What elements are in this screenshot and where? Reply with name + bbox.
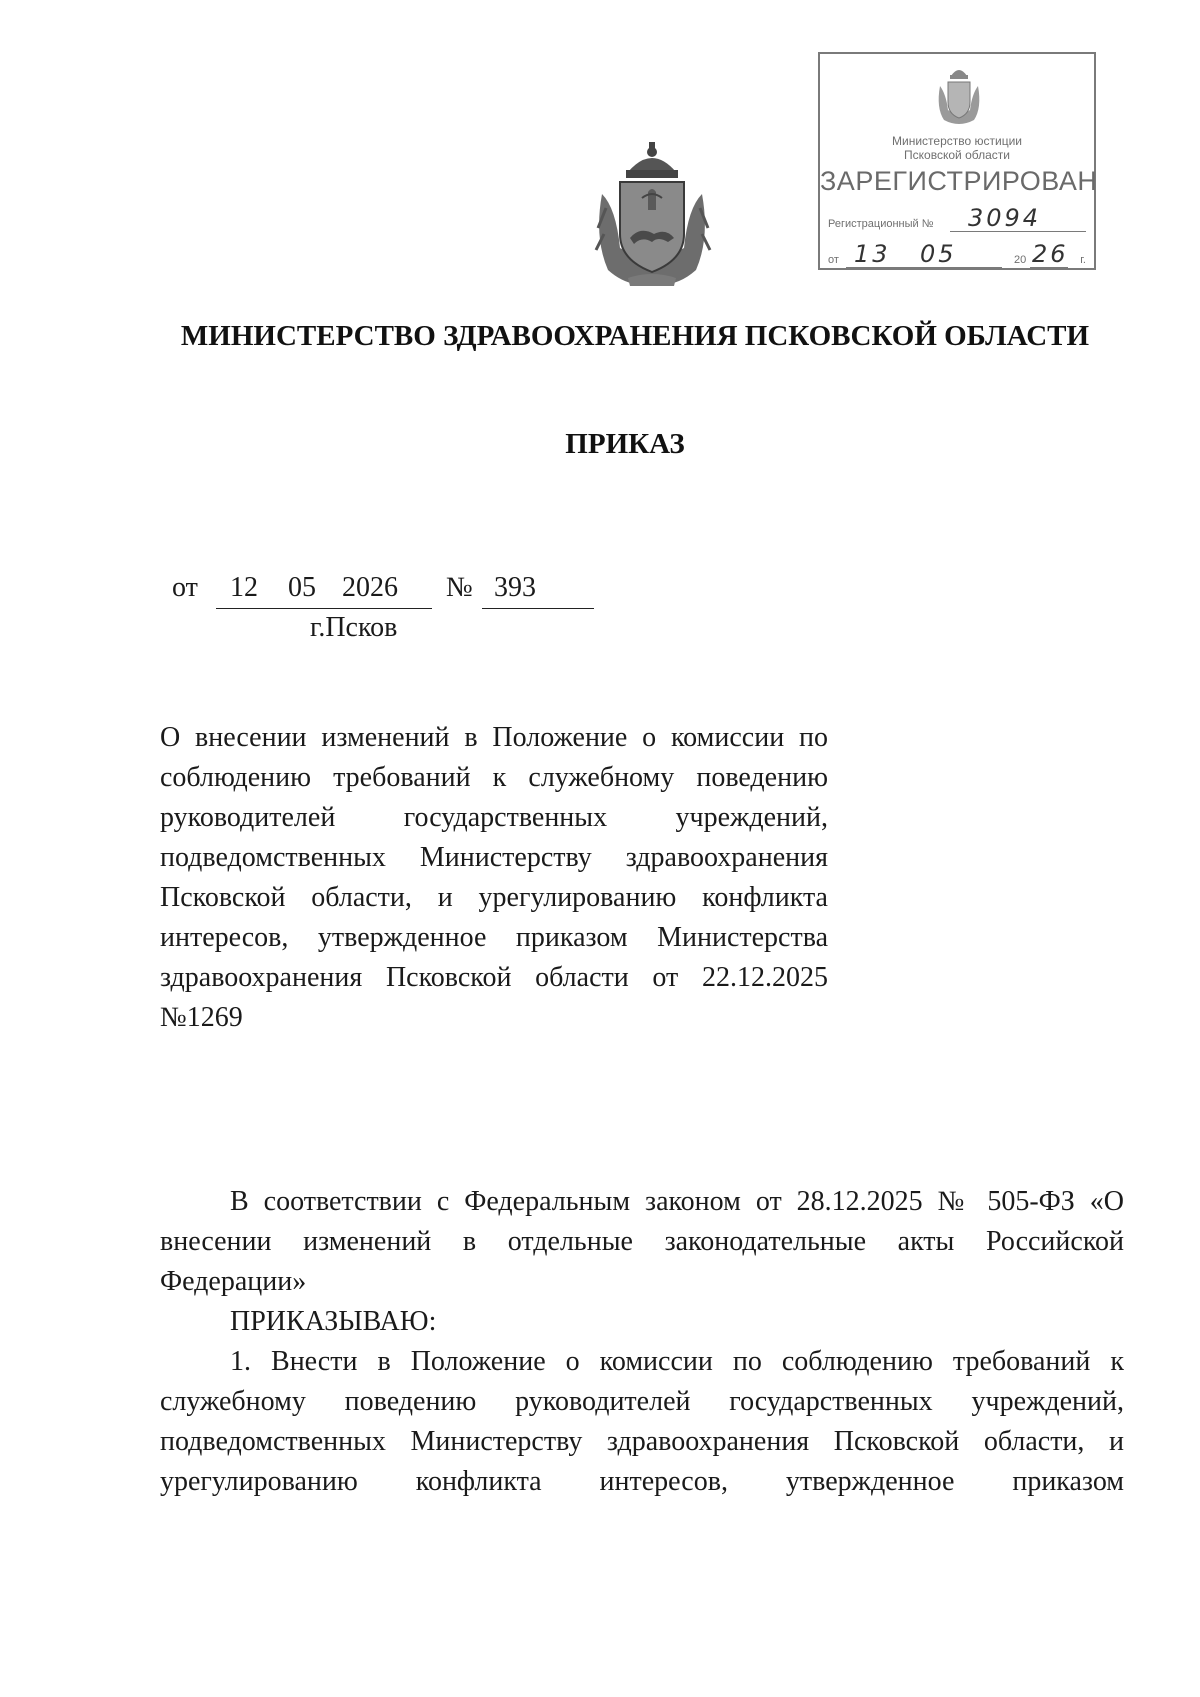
order-subject: О внесении изменений в Положение о комиссии по соблюдению требований к служебному поведению руководителей государственных учреждений, подведомственных Министерству здравоохранения Псковской области, и урегулированию конфликта интересов, утвержденное приказом Министерства здравоохранения Псковской области от 22.12.2025 №1269 [160,722,828,1033]
body-order-word: ПРИКАЗЫВАЮ: [230,1306,437,1337]
order-year: 2026 [342,572,398,603]
body-item-1: 1. Внести в Положение о комиссии по соблюдению требований к служебному поведению руководителей государственных учреждений, подведомственных Министерству здравоохранения Псковской области, и урегулированию конфликта интересов, утвержденное приказом [160,1346,1124,1497]
order-number: 393 [494,572,536,603]
stamp-reg-label: Регистрационный № [828,218,934,230]
order-body [160,1182,1124,1502]
stamp-date-label: от [828,254,839,266]
coat-of-arms-emblem [588,138,716,290]
stamp-year-prefix: 20 [1014,254,1027,266]
stamp-date-day: 13 [854,240,891,268]
order-number-sign: № [446,572,473,603]
organization-title: МИНИСТЕРСТВО ЗДРАВООХРАНЕНИЯ ПСКОВСКОЙ ОБЛАСТИ [180,320,1090,352]
stamp-date-row [828,238,1086,272]
order-city: г.Псков [310,612,398,643]
stamp-reg-number-row [828,202,1086,236]
body-preamble: В соответствии с Федеральным законом от 28.12.2025 № 505-ФЗ «О внесении изменений в отдельные законодательные акты Российской Федерации» [160,1186,1124,1297]
order-date-prefix: от [172,572,198,603]
stamp-reg-number: 3094 [968,204,1042,232]
stamp-emblem-icon [934,62,984,128]
registration-stamp [818,52,1096,270]
stamp-org-line2: Псковской области [904,148,1010,162]
stamp-year-unit: г. [1080,254,1086,266]
order-month: 05 [288,572,316,603]
document-type: ПРИКАЗ [565,428,685,460]
stamp-org-line1: Министерство юстиции [892,134,1022,148]
stamp-year-suffix: 26 [1032,240,1069,268]
order-day: 12 [230,572,258,603]
stamp-date-month: 05 [920,240,957,268]
stamp-status: ЗАРЕГИСТРИРОВАН [820,166,1098,196]
